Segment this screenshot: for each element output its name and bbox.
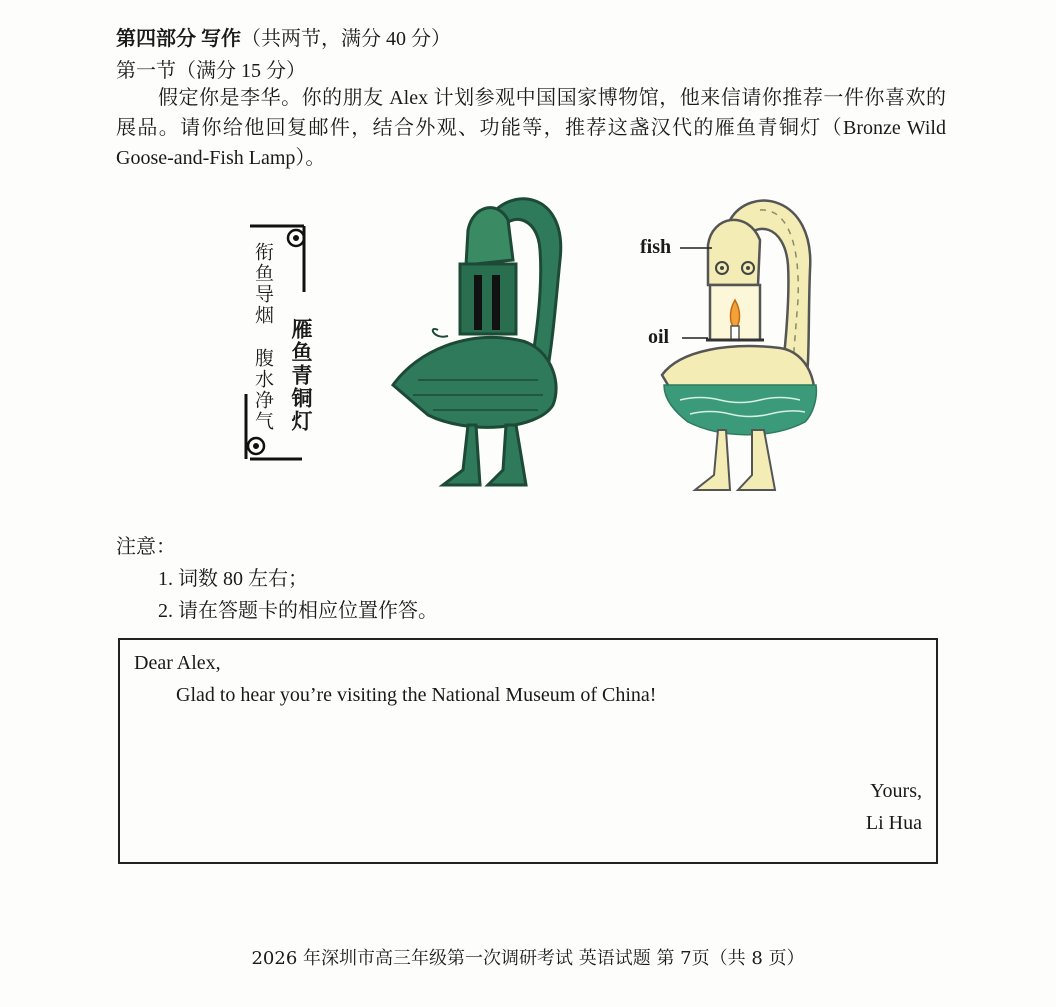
caption-block <box>232 214 322 469</box>
letter-salutation: Dear Alex, <box>134 652 221 674</box>
page-footer: 2026 年深圳市高三年级第一次调研考试 英语试题 第 7页（共 8 页） <box>251 948 805 969</box>
label-fish: fish <box>640 236 672 258</box>
section-title-bold: 第四部分 写作 <box>116 28 241 50</box>
note-item-2: 2. 请在答题卡的相应位置作答。 <box>158 600 438 622</box>
letter-box <box>118 638 938 864</box>
caption-line-2: 腹水净气 <box>252 348 274 432</box>
bronze-lamp-illustration <box>388 180 573 495</box>
letter-opening-line: Glad to hear you’re visiting the National Museum of China! <box>176 684 657 706</box>
writing-prompt: 假定你是李华。你的朋友 Alex 计划参观中国国家博物馆，他来信请你推荐一件你喜欢的展品。请你给他回复邮件，结合外观、功能等，推荐这盏汉代的雁鱼青铜灯（Bronze Wild Goose-and-Fish Lamp）。 <box>116 87 946 169</box>
notes-title: 注意： <box>116 536 176 558</box>
letter-signature: Li Hua <box>865 812 922 834</box>
letter-closing: Yours, <box>870 780 922 802</box>
note-item-1: 1. 词数 80 左右； <box>158 568 308 590</box>
part-title: 第一节（满分 15 分） <box>116 60 306 82</box>
caption-title: 雁鱼青铜灯 <box>289 318 313 433</box>
section-title <box>116 22 451 51</box>
section-title-rest: （共两节，满分 40 分） <box>241 28 451 50</box>
caption-line-1: 衔鱼导烟 <box>252 242 274 326</box>
label-oil: oil <box>648 326 670 348</box>
